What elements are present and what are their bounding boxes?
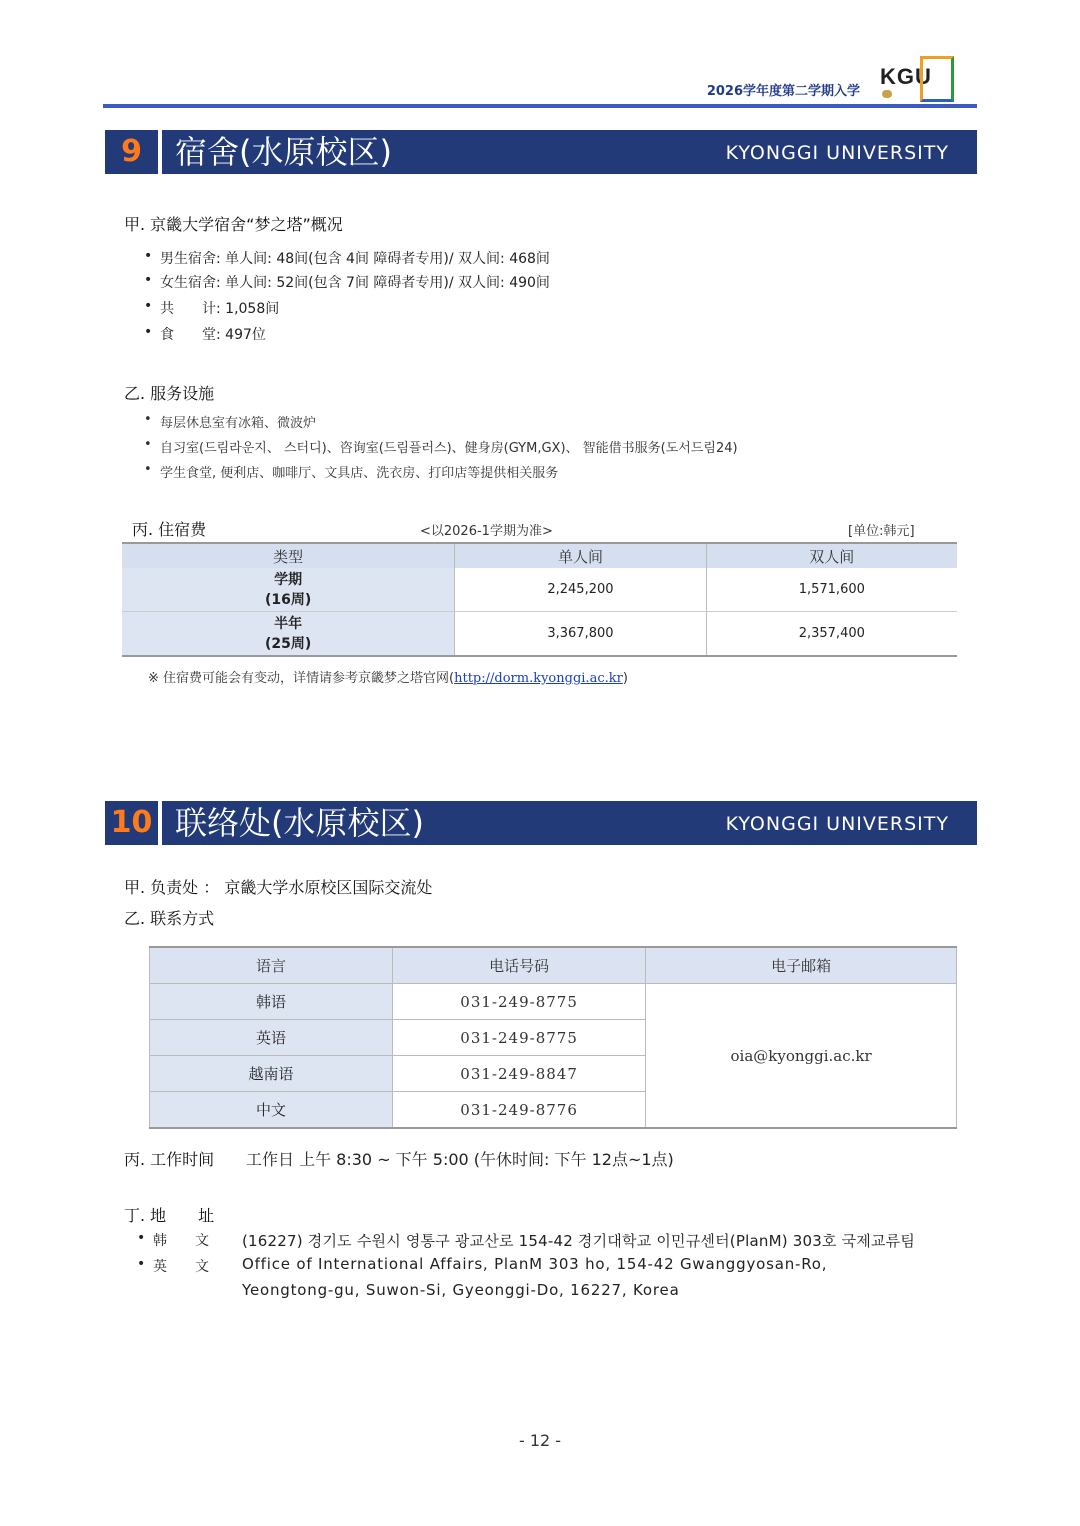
- address-kr: (16227) 경기도 수원시 영통구 광교산로 154-42 경기대학교 이민규센터(PlanM) 303호 국제교류팀: [242, 1232, 916, 1250]
- row-label-line: 半年: [274, 615, 303, 632]
- language-cell: 中文: [150, 1092, 393, 1129]
- section-title: 联络处(水原校区): [175, 804, 424, 842]
- single-price: 2,245,200: [455, 568, 706, 612]
- list-item: • 自习室(드림라운지、 스터디)、咨询室(드림플러스)、健身房(GYM,GX)、 智能借书服务(도서드림24): [160, 437, 738, 456]
- fee-note-text: ※ 住宿费可能会有变动，详情请参考京畿梦之塔官网(: [148, 671, 455, 686]
- university-name: KYONGGI UNIVERSITY: [725, 813, 949, 835]
- double-price: 1,571,600: [706, 568, 957, 612]
- list-item: • 男生宿舍: 单人间: 48间(包含 4间 障碍者专用)/ 双人间: 468间: [160, 248, 550, 268]
- header-rule: [103, 104, 977, 108]
- university-name: KYONGGI UNIVERSITY: [725, 142, 949, 164]
- dorm-website-link[interactable]: http://dorm.kyonggi.ac.kr: [454, 671, 623, 686]
- facilities-heading: 乙. 服务设施: [124, 384, 215, 403]
- page-number: - 12 -: [518, 1431, 562, 1450]
- kgu-logo: [880, 56, 956, 102]
- fee-table: [122, 542, 957, 657]
- contact-heading: 乙. 联系方式: [124, 909, 215, 928]
- list-item: • 每层休息室有冰箱、微波炉: [160, 412, 316, 431]
- row-label: [122, 612, 455, 657]
- section-9-banner: [105, 130, 977, 174]
- column-header: 电话号码: [392, 947, 645, 984]
- list-item: • 女生宿舍: 单人间: 52间(包含 7间 障碍者专用)/ 双人间: 490间: [160, 272, 550, 292]
- section-number: 10: [105, 801, 162, 845]
- section-10-banner: [105, 801, 977, 845]
- list-item: • 共 计: 1,058间: [160, 298, 279, 318]
- hours-text: 工作日 上午 8:30 ~ 下午 5:00 (午休时间: 下午 12点~1点): [246, 1150, 674, 1169]
- row-label: [122, 568, 455, 612]
- logo-text: KGU: [880, 64, 932, 89]
- contact-table: [149, 946, 957, 1129]
- address-en-line-2: Yeongtong-gu, Suwon-Si, Gyeonggi-Do, 16227, Korea: [242, 1281, 680, 1299]
- column-header: 语言: [150, 947, 393, 984]
- fee-note-end: ): [622, 671, 628, 686]
- column-header: 类型: [122, 543, 455, 568]
- column-header: 单人间: [455, 543, 706, 568]
- email-cell: oia@kyonggi.ac.kr: [646, 984, 957, 1129]
- phone-cell: 031-249-8775: [392, 1020, 645, 1056]
- address-en-label: • 英 文: [153, 1256, 209, 1276]
- section-number: 9: [105, 130, 162, 174]
- phone-cell: 031-249-8847: [392, 1056, 645, 1092]
- fee-unit: [单位:韩元]: [848, 524, 915, 539]
- table-header-row: [150, 947, 957, 984]
- column-header: 电子邮箱: [646, 947, 957, 984]
- address-kr-label: • 韩 文: [153, 1230, 209, 1250]
- language-cell: 英语: [150, 1020, 393, 1056]
- hours-heading: 丙. 工作时间: [124, 1150, 215, 1169]
- phone-cell: 031-249-8776: [392, 1092, 645, 1129]
- fee-heading: 丙. 住宿费: [132, 520, 207, 539]
- row-label-line: 学期: [274, 571, 303, 588]
- single-price: 3,367,800: [455, 612, 706, 657]
- double-price: 2,357,400: [706, 612, 957, 657]
- list-item: • 食 堂: 497位: [160, 324, 266, 344]
- language-cell: 韩语: [150, 984, 393, 1020]
- address-heading: 丁. 地 址: [124, 1206, 215, 1225]
- dorm-overview-heading: 甲. 京畿大学宿舍“梦之塔”概况: [124, 215, 343, 234]
- phone-cell: 031-249-8775: [392, 984, 645, 1020]
- header-term: 2026学年度第二学期入学: [706, 84, 860, 99]
- logo-seal-icon: [882, 90, 892, 98]
- table-row: [150, 984, 957, 1020]
- column-header: 双人间: [706, 543, 957, 568]
- fee-basis: <以2026-1学期为准>: [420, 524, 553, 539]
- row-label-line: (25周): [264, 635, 312, 652]
- table-header-row: [122, 543, 957, 568]
- office-line: 甲. 负责处 ： 京畿大学水原校区国际交流处: [124, 878, 433, 897]
- address-en-line-1: Office of International Affairs, PlanM 303 ho, 154-42 Gwanggyosan-Ro,: [242, 1255, 828, 1273]
- table-row: [122, 568, 957, 612]
- logo-frame-icon: [920, 56, 954, 102]
- fee-note: [148, 667, 628, 686]
- section-title: 宿舍(水原校区): [175, 133, 392, 171]
- language-cell: 越南语: [150, 1056, 393, 1092]
- table-row: [122, 612, 957, 657]
- row-label-line: (16周): [264, 591, 312, 608]
- list-item: • 学生食堂, 便利店、咖啡厅、文具店、洗衣房、打印店等提供相关服务: [160, 462, 558, 481]
